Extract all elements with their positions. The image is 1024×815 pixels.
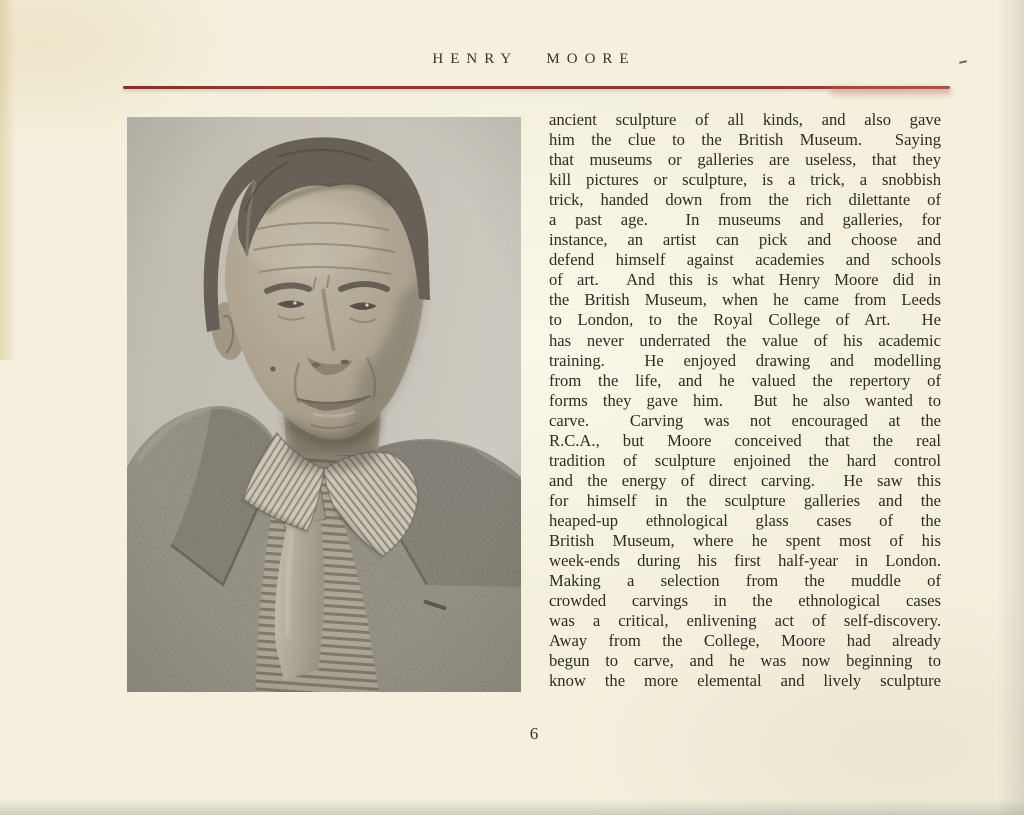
text-line: was a critical, enlivening act of self-discovery. [549, 611, 941, 631]
portrait-illustration [127, 117, 521, 692]
page-number: 6 [529, 724, 539, 743]
text-line: ancient sculpture of all kinds, and also gave [549, 110, 941, 129]
text-line: know the more elemental and lively sculpture [549, 671, 941, 691]
text-line: from the life, and he valued the repertory of [549, 370, 941, 390]
running-header: HENRY MOORE [432, 51, 636, 67]
text-line: heaped-up ethnological glass cases of the [549, 510, 941, 530]
paper-speck [959, 60, 967, 64]
text-line: instance, an artist can pick and choose and [549, 230, 941, 250]
text-line: R.C.A., but Moore conceived that the real [549, 430, 941, 450]
body-text [549, 110, 941, 691]
text-line: the British Museum, when he came from Leeds [549, 290, 941, 310]
text-line: kill pictures or sculpture, is a trick, a snobbish [549, 170, 941, 190]
text-line: tradition of sculpture enjoined the hard control [549, 450, 941, 470]
text-line: British Museum, where he spent most of his [549, 530, 941, 550]
text-line: forms they gave him. But he also wanted to [549, 390, 941, 410]
text-line: Away from the College, Moore had already [549, 631, 941, 651]
header-rule-ink-bleed [830, 88, 952, 95]
text-line: crowded carvings in the ethnological cases [549, 591, 941, 611]
text-line: training. He enjoyed drawing and modelling [549, 350, 941, 370]
portrait-photo [127, 117, 521, 692]
page-edge-shading-right [996, 0, 1024, 815]
text-line: week-ends during his first half-year in London. [549, 551, 941, 571]
text-line: of art. And this is what Henry Moore did in [549, 270, 941, 290]
page-edge-shading-bottom [0, 799, 1024, 815]
text-line: carve. Carving was not encouraged at the [549, 410, 941, 430]
page-edge-smudge-left [0, 0, 16, 360]
text-line: has never underrated the value of his academic [549, 330, 941, 350]
text-line: for himself in the sculpture galleries and the [549, 490, 941, 510]
text-line: defend himself against academies and schools [549, 250, 941, 270]
text-line: trick, handed down from the rich dilettante of [549, 190, 941, 210]
text-line: begun to carve, and he was now beginning to [549, 651, 941, 671]
text-line: him the clue to the British Museum. Saying [549, 130, 941, 150]
text-line: to London, to the Royal College of Art. He [549, 310, 941, 330]
text-line: that museums or galleries are useless, that they [549, 150, 941, 170]
text-line: Making a selection from the muddle of [549, 571, 941, 591]
text-line: a past age. In museums and galleries, for [549, 210, 941, 230]
text-line: and the energy of direct carving. He saw this [549, 470, 941, 490]
header-rule [123, 86, 950, 89]
